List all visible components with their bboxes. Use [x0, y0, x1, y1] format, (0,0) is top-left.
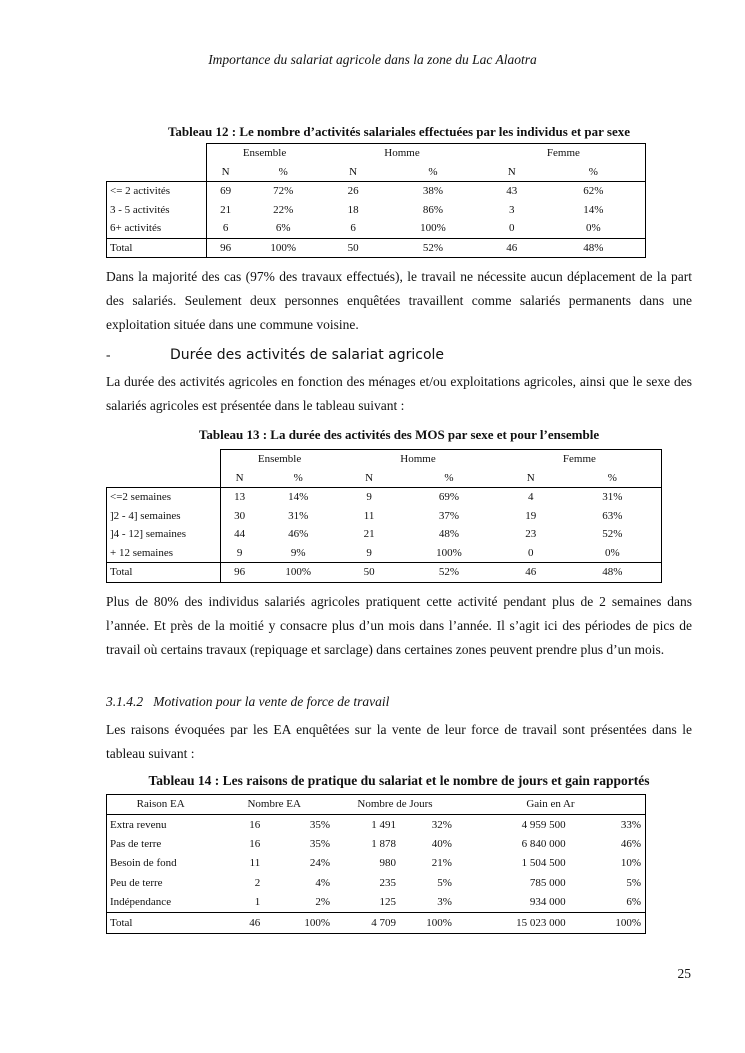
table-cell: 46 — [482, 238, 542, 258]
table-cell: 125 — [379, 896, 396, 909]
table12-subheader: % — [428, 165, 438, 178]
table-cell: 3% — [437, 896, 452, 909]
table-cell: 100% — [615, 916, 641, 929]
table-cell: 100% — [436, 546, 462, 559]
table-cell: 72% — [244, 182, 322, 201]
table-cell: 22% — [273, 203, 294, 216]
table-row — [107, 835, 646, 854]
table-cell: 19 — [525, 509, 537, 522]
subsection-heading: 3.1.4.2 Motivation pour la vente de force de travail — [106, 694, 390, 709]
table-cell: 6% — [626, 896, 641, 909]
table-cell: 9 — [366, 546, 372, 559]
table-cell: 48% — [542, 238, 646, 258]
table13-subheader: % — [293, 471, 303, 484]
table12-subheader-row — [107, 163, 646, 182]
table12-group-femme: Femme — [482, 144, 646, 163]
table13 — [106, 449, 662, 583]
row-label: 6+ activités — [107, 219, 207, 238]
table-cell: 13 — [220, 488, 258, 507]
table-cell: 46 — [498, 563, 564, 583]
row-label: <=2 semaines — [107, 488, 221, 507]
table-row — [107, 893, 646, 913]
table-cell: 6% — [275, 222, 291, 235]
table14-header: Nombre EA — [247, 798, 301, 811]
table-cell: 10% — [620, 857, 641, 870]
table-cell: 4 959 500 — [521, 818, 566, 831]
paragraph-intro-table14: Les raisons évoquées par les EA enquêtées sur la vente de leur force de travail sont présentées dans le tableau suivant : — [106, 722, 692, 761]
table-cell: 52% — [564, 525, 662, 544]
table-cell: 934 000 — [529, 896, 566, 909]
table-row-total — [107, 913, 646, 933]
row-label: Pas de terre — [110, 837, 162, 850]
table14-header: Gain en Ar — [526, 798, 575, 811]
row-label: Total — [110, 916, 133, 929]
table-cell: 30 — [220, 507, 258, 526]
paragraph-duree: Plus de 80% des individus salariés agricoles pratiquent cette activité pendant plus de 2 semaines dans l’année. Et près de la moitié y consacre plus d’un mois dans l’année. Il s’agit ici des périodes de pics de travail où certains travaux (repiquage et sarclage) dans certaines zones peuvent prendre plus d’un mois. — [106, 594, 692, 657]
table13-group-row — [107, 450, 662, 469]
table-cell: 100% — [304, 916, 331, 929]
table-cell: 0 — [509, 222, 515, 235]
table14-header: Raison EA — [136, 798, 185, 811]
table-cell: 100% — [258, 563, 338, 583]
table-cell: 235 — [379, 876, 396, 889]
table-cell: 100% — [244, 238, 322, 258]
table-cell: 40% — [431, 837, 452, 850]
table-cell: 31% — [288, 509, 309, 522]
table-cell: 44 — [220, 525, 258, 544]
table14-caption: Tableau 14 : Les raisons de pratique du salariat et le nombre de jours et gain rapportés — [148, 773, 650, 788]
row-label: <= 2 activités — [107, 182, 207, 201]
table-cell: 46% — [288, 528, 309, 541]
table-cell: 1 504 500 — [521, 857, 566, 870]
table-row — [107, 525, 662, 544]
table-cell: 4 709 — [371, 916, 396, 929]
table12 — [106, 143, 646, 258]
table-cell: 62% — [542, 182, 646, 201]
table13-subheader: N — [526, 471, 535, 484]
table14 — [106, 794, 646, 934]
table-cell: 0 — [528, 546, 534, 559]
running-header: Importance du salariat agricole dans la zone du Lac Alaotra — [208, 52, 537, 67]
table-cell: 1 491 — [371, 818, 396, 831]
table-cell: 33% — [620, 818, 641, 831]
section-heading: Durée des activités de salariat agricole — [170, 347, 445, 363]
table-cell: 96 — [220, 563, 258, 583]
table12-subheader: N — [349, 165, 358, 178]
table-cell: 0% — [542, 219, 646, 238]
table-cell: 50 — [322, 238, 384, 258]
table-cell: 9 — [220, 544, 258, 563]
table-cell: 14% — [258, 488, 338, 507]
table-cell: 52% — [400, 563, 498, 583]
table-cell: 69 — [206, 182, 244, 201]
table12-caption: Tableau 12 : Le nombre d’activités salariales effectuées par les individus et par sexe — [167, 124, 631, 139]
table-cell: 37% — [438, 509, 460, 522]
table-cell: 48% — [564, 563, 662, 583]
row-label: Indépendance — [110, 896, 172, 909]
row-label: Peu de terre — [110, 876, 163, 889]
table-row — [107, 874, 646, 893]
table13-subheader: % — [444, 471, 454, 484]
heading-bullet: - — [106, 347, 111, 362]
table-cell: 35% — [309, 837, 331, 850]
table-row — [107, 544, 662, 563]
table12-group-homme: Homme — [322, 144, 482, 163]
table-cell: 24% — [309, 857, 331, 870]
table-cell: 63% — [564, 507, 662, 526]
table12-subheader: N — [507, 165, 516, 178]
table-cell: 15 023 000 — [516, 916, 566, 929]
table13-group-homme: Homme — [338, 450, 498, 469]
table-row — [107, 854, 646, 873]
table12-group-ensemble: Ensemble — [206, 144, 322, 163]
table13-group-ensemble: Ensemble — [220, 450, 338, 469]
table-cell: 3 — [509, 203, 515, 216]
table-cell: 21 — [206, 201, 244, 220]
paragraph-intro-table13: La durée des activités agricoles en fonction des ménages et/ou exploitations agricoles, ainsi que le sexe des salariés agricoles est présentée dans le tableau suivant : — [106, 374, 692, 413]
table-row — [107, 219, 646, 238]
table-cell: 6 — [350, 222, 356, 235]
table-cell: 4 — [498, 488, 564, 507]
row-label: + 12 semaines — [107, 544, 221, 563]
table-cell: 4% — [315, 876, 331, 889]
table-cell: 16 — [249, 818, 261, 831]
table12-subheader: % — [278, 165, 288, 178]
row-label: Extra revenu — [110, 818, 167, 831]
table-cell: 48% — [438, 528, 460, 541]
table-cell: 5% — [626, 876, 641, 889]
table12-group-row — [107, 144, 646, 163]
table13-subheader: N — [365, 471, 374, 484]
row-label: 3 - 5 activités — [107, 201, 207, 220]
paragraph-deplacement: Dans la majorité des cas (97% des travaux effectués), le travail ne nécessite aucun déplacement de la part des salariés. Seulement deux personnes enquêtées travaillent comme salariés permanents dans une exploitation située dans une commune voisine. — [106, 269, 692, 332]
table-cell: 1 — [254, 896, 261, 909]
table-cell: 5% — [437, 876, 452, 889]
table-row-total — [107, 563, 662, 583]
table-cell: 100% — [420, 222, 446, 235]
table-cell: 35% — [309, 818, 331, 831]
table-row — [107, 507, 662, 526]
table-cell: 23 — [525, 528, 537, 541]
table-cell: 38% — [384, 182, 482, 201]
table-cell: 69% — [400, 488, 498, 507]
row-label: ]2 - 4] semaines — [107, 507, 221, 526]
table-cell: 6 840 000 — [521, 837, 566, 850]
table-cell: 50 — [338, 563, 400, 583]
table-cell: 32% — [431, 818, 452, 831]
table-cell: 52% — [384, 238, 482, 258]
table14-header-row — [107, 795, 646, 815]
row-label: Besoin de fond — [110, 857, 177, 870]
table-cell: 31% — [564, 488, 662, 507]
table-cell: 6 — [206, 219, 244, 238]
table-cell: 2% — [315, 896, 331, 909]
table-cell: 26 — [322, 182, 384, 201]
table-cell: 18 — [347, 203, 359, 216]
row-label: ]4 - 12] semaines — [107, 525, 221, 544]
table-row — [107, 488, 662, 507]
table12-subheader: % — [542, 163, 646, 182]
table-cell: 14% — [542, 201, 646, 220]
page-number: 25 — [677, 966, 691, 981]
table-row-total — [107, 238, 646, 258]
table-cell: 11 — [249, 857, 261, 870]
table-cell: 11 — [363, 509, 375, 522]
table-cell: 785 000 — [529, 876, 566, 889]
row-label: Total — [107, 563, 221, 583]
row-label: Total — [107, 238, 207, 258]
table14-header: Nombre de Jours — [357, 798, 433, 811]
table-cell: 2 — [254, 876, 261, 889]
table13-caption: Tableau 13 : La durée des activités des MOS par sexe et pour l’ensemble — [198, 427, 600, 442]
table13-subheader-row — [107, 469, 662, 488]
table-cell: 0% — [564, 544, 662, 563]
table-cell: 21% — [431, 857, 452, 870]
table-row — [107, 201, 646, 220]
table13-subheader: % — [564, 469, 662, 488]
table12-subheader: N — [206, 163, 244, 182]
table-cell: 86% — [422, 203, 444, 216]
table-cell: 46 — [249, 916, 261, 929]
table13-subheader: N — [220, 469, 258, 488]
table-cell: 980 — [379, 857, 396, 870]
table-row — [107, 815, 646, 835]
table-cell: 46% — [620, 837, 641, 850]
table13-group-femme: Femme — [498, 450, 662, 469]
table-cell: 100% — [426, 916, 452, 929]
table-cell: 21 — [363, 528, 375, 541]
table-cell: 43 — [482, 182, 542, 201]
table-cell: 16 — [249, 837, 261, 850]
table-cell: 96 — [206, 238, 244, 258]
table-cell: 1 878 — [371, 837, 396, 850]
table-row — [107, 182, 646, 201]
table-cell: 9% — [290, 546, 306, 559]
table-cell: 9 — [338, 488, 400, 507]
